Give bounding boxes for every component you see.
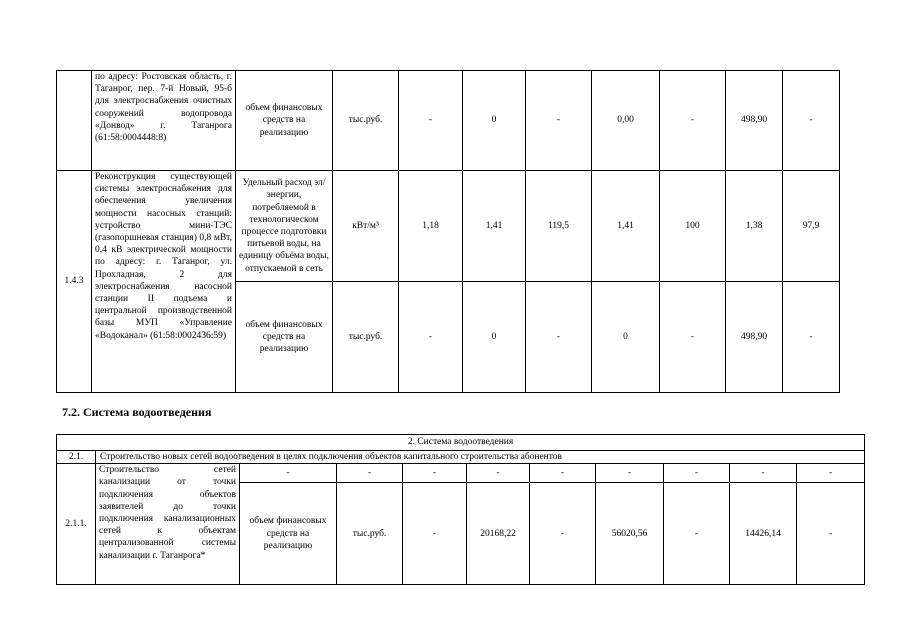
table-row bbox=[57, 71, 840, 171]
measures-table-water-supply bbox=[56, 70, 840, 393]
value-cell: 20168,22 bbox=[467, 483, 530, 585]
measure-description: по адресу: Ростовская область, г. Таганрог, пер. 7-й Новый, 95-б для электроснабжения очистных сооружений водопровода «Донвод» г. Таганрога (61:58:0004448:8) bbox=[92, 71, 236, 171]
measures-table-wastewater bbox=[56, 434, 865, 585]
value-cell: - bbox=[399, 282, 463, 393]
value-cell: 119,5 bbox=[526, 171, 592, 282]
value-cell: - bbox=[596, 464, 664, 483]
value-cell: - bbox=[660, 71, 726, 171]
section-heading: 7.2. Система водоотведения bbox=[62, 405, 212, 419]
system-header: 2. Система водоотведения bbox=[57, 435, 865, 451]
unit-cell: тыс.руб. bbox=[337, 483, 403, 585]
value-cell: - bbox=[664, 464, 730, 483]
value-cell: 1,18 bbox=[399, 171, 463, 282]
unit-cell: тыс.руб. bbox=[333, 282, 399, 393]
value-cell: 0 bbox=[592, 282, 660, 393]
value-cell: 498,90 bbox=[726, 282, 783, 393]
value-cell: - bbox=[240, 464, 337, 483]
value-cell: - bbox=[730, 464, 797, 483]
subsection-row bbox=[57, 451, 865, 464]
row-number-cell bbox=[57, 71, 92, 171]
measure-description: Строительство сетей канализации от точки подключения объектов заявителей до точки подключения канализационных сетей к объектам централизованной системы канализации г. Таганрога* bbox=[96, 464, 240, 585]
value-cell: - bbox=[526, 71, 592, 171]
value-cell: - bbox=[530, 464, 596, 483]
subsection-title: Строительство новых сетей водоотведения в целях подключения объектов капитального строительства абонентов bbox=[96, 451, 865, 464]
value-cell: - bbox=[399, 71, 463, 171]
value-cell: - bbox=[783, 282, 840, 393]
value-cell: - bbox=[526, 282, 592, 393]
value-cell: - bbox=[403, 464, 467, 483]
table-row bbox=[57, 464, 865, 483]
value-cell: 498,90 bbox=[726, 71, 783, 171]
indicator-cell: Удельный расход эл/энергии, потребляемой в технологическом процессе подготовки питьевой воды, на единицу объёма воды, отпускаемой в сеть bbox=[236, 171, 333, 282]
unit-cell: кВт/м³ bbox=[333, 171, 399, 282]
unit-cell: тыс.руб. bbox=[333, 71, 399, 171]
row-number-cell: 2.1.1. bbox=[57, 464, 96, 585]
value-cell: 14426,14 bbox=[730, 483, 797, 585]
value-cell: 1,41 bbox=[463, 171, 526, 282]
value-cell: 1,38 bbox=[726, 171, 783, 282]
value-cell: - bbox=[664, 483, 730, 585]
value-cell: - bbox=[337, 464, 403, 483]
value-cell: 100 bbox=[660, 171, 726, 282]
table-header-row bbox=[57, 435, 865, 451]
value-cell: 0 bbox=[463, 282, 526, 393]
value-cell: - bbox=[783, 71, 840, 171]
value-cell: 0,00 bbox=[592, 71, 660, 171]
row-number-cell: 1.4.3 bbox=[57, 171, 92, 393]
value-cell: 1,41 bbox=[592, 171, 660, 282]
value-cell: - bbox=[797, 464, 865, 483]
indicator-cell: объем финансовых средств на реализацию bbox=[240, 483, 337, 585]
value-cell: - bbox=[797, 483, 865, 585]
indicator-cell: объем финансовых средств на реализацию bbox=[236, 71, 333, 171]
value-cell: 56020,56 bbox=[596, 483, 664, 585]
table-row bbox=[57, 171, 840, 282]
value-cell: 97,9 bbox=[783, 171, 840, 282]
indicator-cell: объем финансовых средств на реализацию bbox=[236, 282, 333, 393]
subsection-number: 2.1. bbox=[57, 451, 96, 464]
value-cell: - bbox=[403, 483, 467, 585]
value-cell: - bbox=[467, 464, 530, 483]
value-cell: 0 bbox=[463, 71, 526, 171]
value-cell: - bbox=[530, 483, 596, 585]
value-cell: - bbox=[660, 282, 726, 393]
measure-description: Реконструкция существующей системы электроснабжения для обеспечения увеличения мощности насосных станций: устройство мини-ТЭС (газопоршневая станция) 0,8 мВт, 0,4 кВ электрической мощности по адресу: г. Таганрог, ул. Прохладная, 2 для электроснабжения насосной станции II подъема и центральной производственной базы МУП «Управление «Водоканал» (61:58:0002436:59) bbox=[92, 171, 236, 393]
